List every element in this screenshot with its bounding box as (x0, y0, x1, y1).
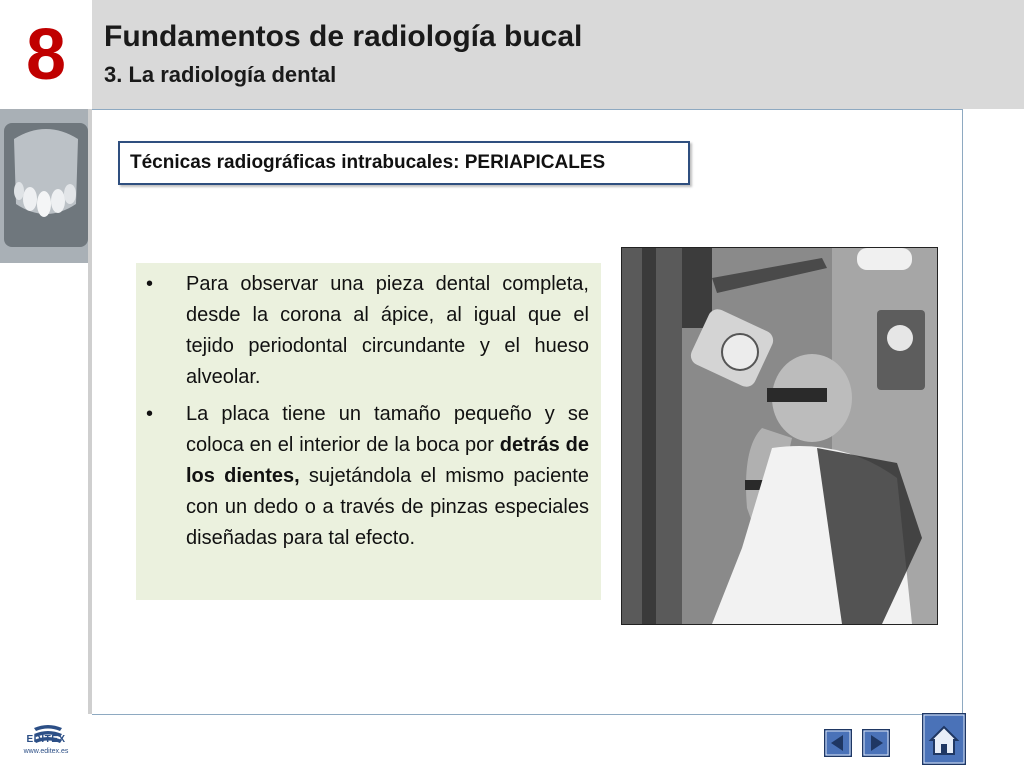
bullet-marker: • (146, 273, 154, 295)
logo-wordmark: EDITEX (26, 734, 66, 745)
bullet-text-part: sujetándola el mismo paciente con un dedo o a través de pinzas especiales diseñadas para tal efecto. (186, 465, 589, 549)
bullet-text (186, 399, 589, 554)
chapter-badge (0, 0, 92, 109)
logo-url: www.editex.es (23, 748, 69, 755)
dental-xray-image (0, 109, 92, 263)
section-heading: Técnicas radiográficas intrabucales: PERIAPICALES (130, 152, 606, 173)
bullet-marker: • (146, 403, 154, 425)
patient-xray-photo (621, 247, 938, 625)
page-title: Fundamentos de radiología bucal (104, 20, 583, 53)
next-slide-button[interactable] (862, 729, 890, 757)
bullet-text-emphasis: detrás de los dientes, (186, 434, 589, 487)
list-item (136, 399, 601, 554)
bullet-text: Para observar una pieza dental completa, desde la corona al ápice, al igual que el tejido periodontal circundante y el hueso alveolar. (186, 273, 589, 388)
bullet-list (136, 269, 601, 560)
bullet-text-part: La placa tiene un tamaño pequeño y se coloca en el interior de la boca por (186, 403, 589, 456)
previous-slide-button[interactable] (824, 729, 852, 757)
section-heading-box (118, 141, 690, 185)
text-panel (136, 263, 601, 600)
home-button[interactable] (922, 713, 966, 765)
list-item (136, 269, 601, 393)
chapter-number: 8 (25, 15, 67, 95)
dental-xray-thumbnail (0, 109, 92, 263)
triangle-left-icon (825, 730, 851, 756)
patient-photo-image (622, 248, 937, 624)
home-icon (923, 714, 965, 764)
page-subtitle: 3. La radiología dental (104, 62, 337, 87)
header-bar (0, 0, 1024, 109)
triangle-right-icon (863, 730, 889, 756)
